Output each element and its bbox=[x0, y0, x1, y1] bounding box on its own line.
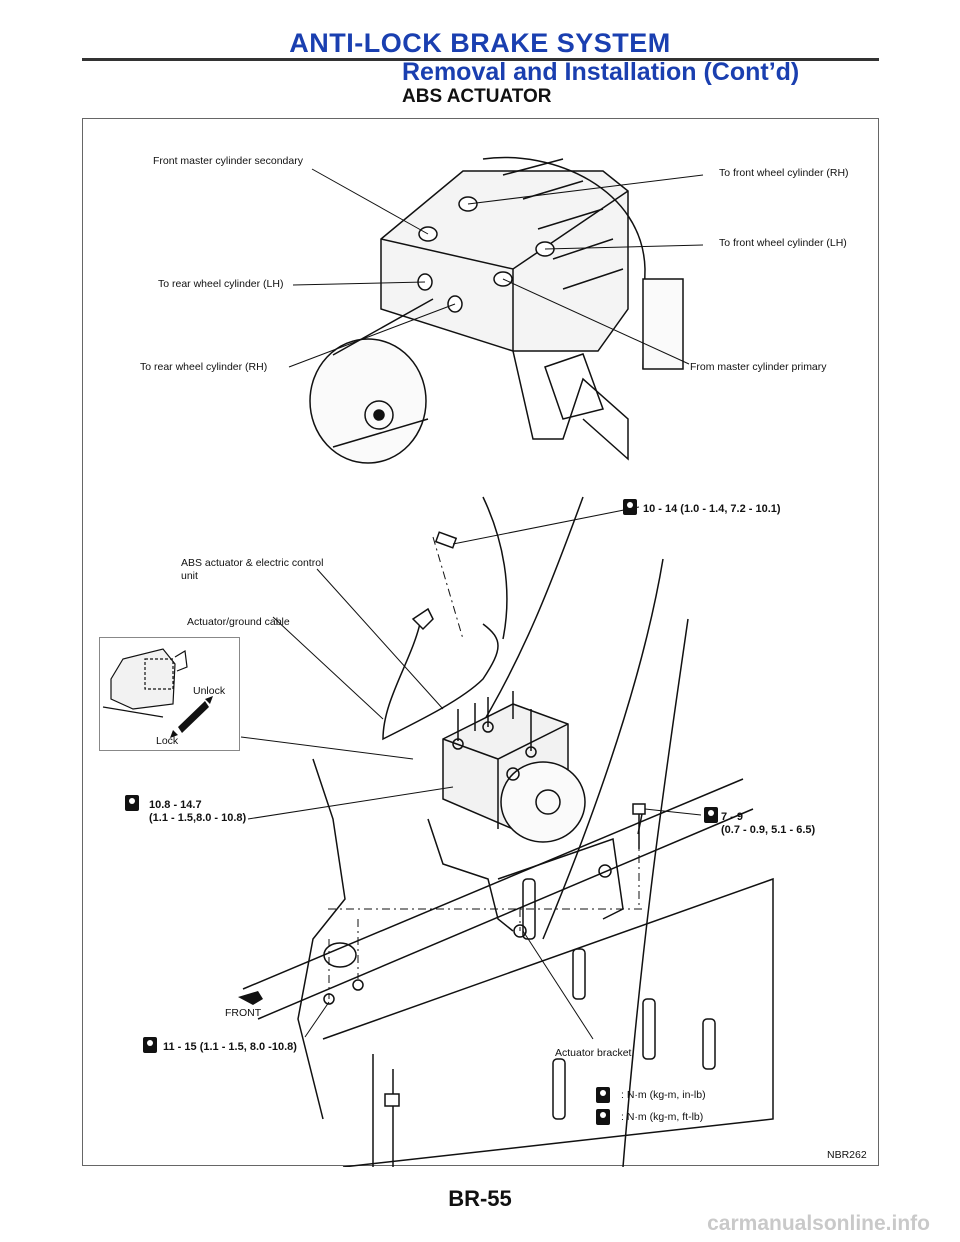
page-number: BR-55 bbox=[448, 1186, 512, 1211]
label-to-rear-lh: To rear wheel cylinder (LH) bbox=[158, 278, 284, 290]
label-to-front-lh: To front wheel cylinder (LH) bbox=[719, 237, 847, 249]
label-abs-unit-line2: unit bbox=[181, 570, 198, 582]
label-torque-right-line1: 7 - 9 bbox=[721, 811, 744, 823]
label-torque-top: 10 - 14 (1.0 - 1.4, 7.2 - 10.1) bbox=[643, 503, 781, 515]
legend-ft-lb: : N·m (kg-m, ft-lb) bbox=[621, 1111, 704, 1123]
label-lock: Lock bbox=[156, 735, 179, 747]
label-torque-bottom: 11 - 15 (1.1 - 1.5, 8.0 -10.8) bbox=[163, 1041, 297, 1053]
label-actuator-bracket: Actuator bracket bbox=[555, 1047, 632, 1059]
label-torque-left-line1: 10.8 - 14.7 bbox=[149, 799, 202, 811]
label-to-rear-rh: To rear wheel cylinder (RH) bbox=[140, 361, 268, 373]
section-title: ANTI-LOCK BRAKE SYSTEM bbox=[289, 28, 671, 58]
page-heading: ABS ACTUATOR bbox=[402, 86, 552, 107]
page-subtitle: Removal and Installation (Cont’d) bbox=[402, 58, 800, 86]
label-to-front-rh: To front wheel cylinder (RH) bbox=[719, 167, 849, 179]
legend-in-lb: : N·m (kg-m, in-lb) bbox=[621, 1089, 706, 1101]
label-from-master-primary: From master cylinder primary bbox=[690, 361, 827, 373]
abs-actuator-figure bbox=[82, 118, 879, 1166]
label-unlock: Unlock bbox=[193, 685, 226, 697]
watermark: carmanualsonline.info bbox=[707, 1212, 930, 1235]
label-abs-unit-line1: ABS actuator & electric control bbox=[181, 557, 324, 569]
label-front: FRONT bbox=[225, 1007, 262, 1019]
label-torque-left-line2: (1.1 - 1.5,8.0 - 10.8) bbox=[149, 812, 247, 824]
label-front-master-secondary: Front master cylinder secondary bbox=[153, 155, 303, 167]
label-torque-right-line2: (0.7 - 0.9, 5.1 - 6.5) bbox=[721, 824, 816, 836]
figure-code: NBR262 bbox=[827, 1149, 867, 1161]
label-ground-cable: Actuator/ground cable bbox=[187, 616, 290, 628]
